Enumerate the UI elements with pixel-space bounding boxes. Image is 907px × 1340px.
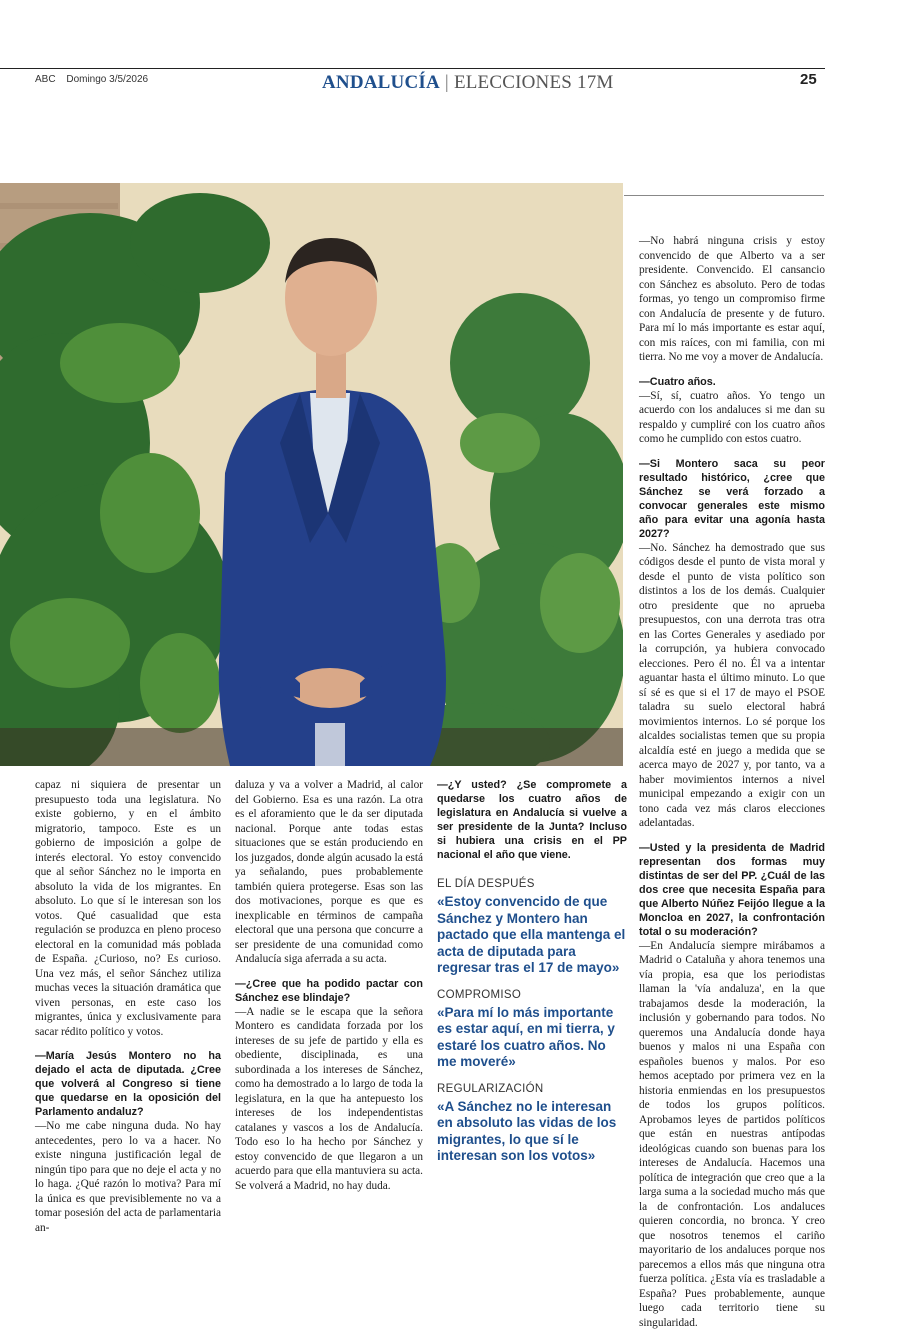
interview-question: —Usted y la presidenta de Madrid representan dos formas muy distintas de ser del PP. ¿Cuál de las dos cree que necesita España para que Alberto Núñez Feijóo llegue a la Moncloa en 2027, la confrontación total o su moderación? (639, 841, 825, 938)
pull-quote-label: COMPROMISO (437, 988, 522, 1001)
interview-answer: —Sí, sí, cuatro años. Yo tengo un acuerdo con los andaluces si me dan su respaldo y cumpliré con los cuatro años como he cumplido con estos cuatro. (639, 389, 825, 445)
interview-answer: —En Andalucía siempre mirábamos a Madrid o Cataluña y ahora tenemos una vía propia, esa que los periodistas llaman la 'vía andaluza', en la que trabajamos desde la moderación, la inclusión y gobernando para todos. No queremos una Andalucía donde haya buenos y malos ni una España con españoles buenos y malos. Por eso hemos aceptado por primera vez en la historia enmiendas en los presupuestos de todos los grupos políticos. Aprobamos leyes de partidos políticos que están en nuestras antípodas ideológicas cuando son buenas para los intereses de Andalucía. Hacemos una política de integración que creo que a la larga suma a la sociedad mucho más que la de confrontación. Los andaluces quieren concordia, no bronca. Y creo que nosotros tenemos el cariño mayoritario de los andaluces porque nos parecemos a ellos más que ninguna otra fuerza política. ¿Esta vía es trasladable a España? Pues probablemente, aunque luego cada territorio tiene su singularidad. (639, 939, 825, 1329)
interview-question: —María Jesús Montero no ha dejado el acta de diputada. ¿Cree que volverá al Congreso si tiene que quedarse en la oposición del Parlamento andaluz? (35, 1050, 221, 1118)
interview-answer: —No. Sánchez ha demostrado que sus códigos desde el punto de vista moral y desde el punto de vista político son distintos a los de los demás. Cualquier otro presidente que no aprueba presupuestos, con una derrota tras otra en las Cortes Generales y asediado por la corrupción, ya hubiera convocado elecciones. Pero él no. Él va a intentar aguantar hasta el último minuto. Lo que sí sé es que si el 17 de mayo el PSOE taladra su suelo electoral habrá movimientos internos. Lo sé porque los alcaldes socialistas temen que su propia alcaldía esté en juego a medida que se acerca mayo de 2027 y, por tanto, va a haber movimientos internos a nivel municipal empezando a exigir con un tono cada vez más claros elecciones adelantadas. (639, 541, 825, 829)
interview-question: —¿Cree que ha podido pactar con Sánchez ese blindaje? (235, 977, 423, 1004)
paragraph: capaz ni siquiera de presentar un presupuesto toda una legislatura. No existe gobierno, y en el ámbito migratorio, tampoco. Este es un gobierno de imposición a golpe de interés electoral. Yo estoy convencido que al señor Sánchez no le importa en absoluto la vida de los migrantes. En absoluto. Lo que sí le interesan son los votos. Qué casualidad que esta regulación se produzca en pleno proceso electoral en la comunidad más poblada de España. ¿Curioso, no? Es curioso. Una vez más, el señor Sánchez utiliza muchas veces la situación dramática que viven personas, en este caso los migrantes, única y exclusivamente para sacar rédito político y votos. (35, 779, 221, 1038)
paragraph: —No habrá ninguna crisis y estoy convencido de que Alberto va a ser presidente. Convencido. El cansancio con Sánchez es absoluto. Pero de todas formas, yo tengo un compromiso firme con Andalucía de presente y de futuro. Para mí lo más importante es estar aquí, con mis raíces, con mi familia, con mi tierra. No me voy a mover de Andalucía. (639, 235, 825, 363)
text-column-3 (437, 778, 627, 862)
interview-photo (0, 183, 623, 766)
section-header (322, 72, 614, 94)
text-column-2 (235, 778, 423, 1203)
column-rule (624, 195, 824, 196)
pull-quote-label: REGULARIZACIÓN (437, 1082, 544, 1095)
section-name: ANDALUCÍA (322, 72, 440, 93)
page-number: 25 (800, 71, 817, 88)
pull-quote-text: «Para mí lo más importante es estar aquí, en mi tierra, y estaré los cuatro años. No me moveré» (437, 1004, 615, 1069)
issue-date: Domingo 3/5/2026 (66, 74, 149, 85)
pull-quote-label: EL DÍA DESPUÉS (437, 878, 535, 890)
publication-name: ABC (35, 74, 56, 85)
text-column-4 (639, 234, 825, 1340)
header-rule (0, 68, 825, 69)
header-left (35, 74, 156, 85)
interview-answer: —A nadie se le escapa que la señora Montero es candidata forzada por los intereses de su jefe de partido y ella es obediente, disciplinada, es una subordinada a los intereses de Sánchez, como ha demostrado a lo largo de toda la legislatura, en la que ha antepuesto los intereses de los independentistas catalanes y vascos a los de Andalucía. Todo eso lo ha hecho por Sánchez y estoy convencido de que llegaron a un acuerdo para que ella mantuviera su acta. Se volverá a Madrid, no hay duda. (235, 1005, 423, 1192)
section-separator: | (444, 72, 449, 93)
pull-quote-text: «A Sánchez no le interesan en absoluto las vidas de los migrantes, lo que sí le interesan son los votos» (437, 1098, 617, 1163)
interview-question: —Si Montero saca su peor resultado histórico, ¿cree que Sánchez se verá forzado a convocar generales este mismo año para evitar una agonía hasta 2027? (639, 457, 825, 540)
paragraph: daluza y va a volver a Madrid, al calor del Gobierno. Esa es una razón. La otra es el aforamiento que le da ser diputada nacional. Porque ante todas estas situaciones que se están produciendo en los juzgados, donde algún acusado la está ya señalando, pues probablemente también quiera protegerse. Esas son las dos motivaciones, porque es que es inexplicable en términos de campaña electoral que una persona que concurre a ser presidente de una comunidad como Andalucía siga aferrada a su acta. (235, 779, 423, 965)
interview-answer: —No me cabe ninguna duda. No hay antecedentes, pero lo va a hacer. No existe ninguna justificación legal de ningún tipo para que no deje el acta y no lo haga. ¿Qué razón lo motiva? Para mí la única es que previsiblemente no va a tomar posesión del acta de parlamentaria an- (35, 1120, 221, 1234)
interview-question: —Cuatro años. (639, 375, 716, 388)
subsection-name: ELECCIONES 17M (453, 72, 614, 93)
interview-question: —¿Y usted? ¿Se compromete a quedarse los cuatro años de legislatura en Andalucía si vuelve a ser presidente de la Junta? Incluso si hubiera una crisis en el PP nacional el año que viene. (437, 779, 627, 861)
photo-illustration (0, 183, 623, 766)
pull-quotes (437, 878, 627, 1177)
pull-quote-text: «Estoy convencido de que Sánchez y Montero han pactado que ella mantenga el acta de diputada para regresar tras el 17 de mayo» (437, 894, 626, 975)
text-column-1 (35, 778, 221, 1245)
